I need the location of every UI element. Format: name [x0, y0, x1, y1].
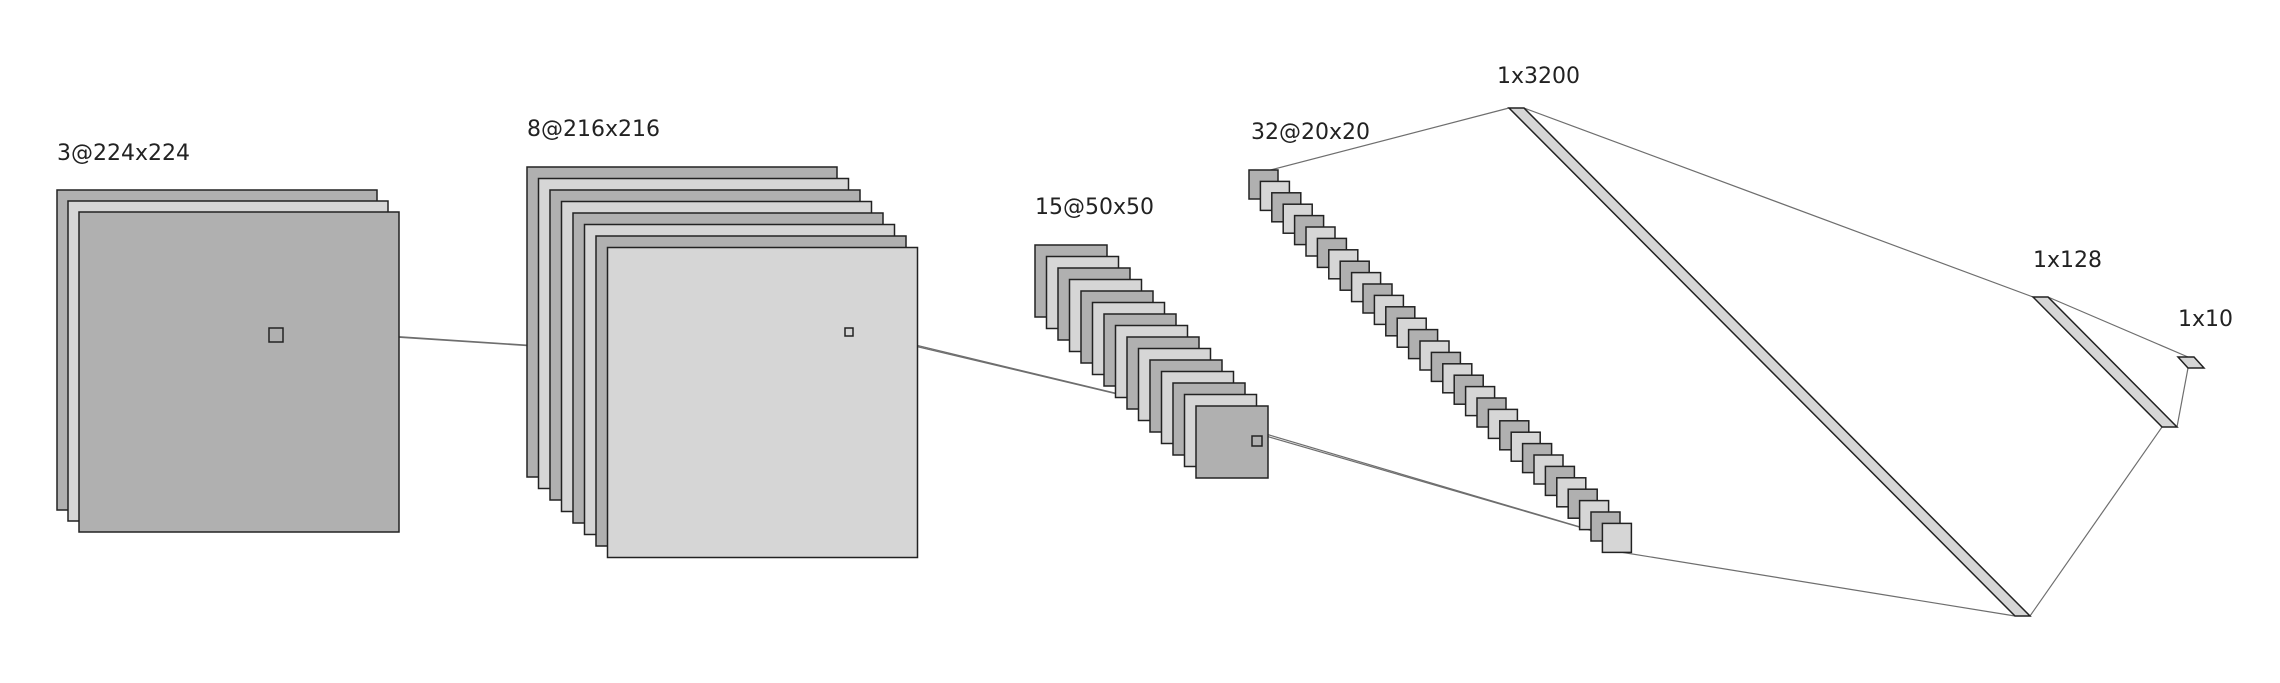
input-feature-map: [79, 212, 399, 532]
layer-label-output: 1x10: [2178, 307, 2234, 332]
layer-label-conv3: 32@20x20: [1251, 120, 1371, 145]
layer-conv3-stack: [1249, 170, 1631, 552]
conv1-feature-map: [608, 248, 918, 558]
connector-line: [1524, 108, 2033, 297]
conv3-feature-map: [1602, 523, 1631, 552]
layer-label-flatten: 1x3200: [1497, 64, 1581, 89]
layer-label-conv1: 8@216x216: [527, 117, 660, 142]
flatten-vector-bar: [1509, 108, 2030, 616]
connector-line: [2030, 427, 2162, 616]
fc1-vector-bar: [2033, 297, 2177, 427]
layer-conv1-stack: [527, 167, 918, 558]
connector-line: [1620, 552, 2015, 616]
connector-line: [2177, 368, 2188, 427]
layer-input-stack: [57, 190, 399, 532]
layer-label-conv2: 15@50x50: [1035, 195, 1155, 220]
output-vector-bar: [2178, 357, 2204, 368]
conv2-feature-map: [1196, 406, 1268, 478]
layer-conv2-stack: [1035, 245, 1268, 478]
layer-label-fc1: 1x128: [2033, 248, 2103, 273]
layer-label-input: 3@224x224: [57, 141, 190, 166]
